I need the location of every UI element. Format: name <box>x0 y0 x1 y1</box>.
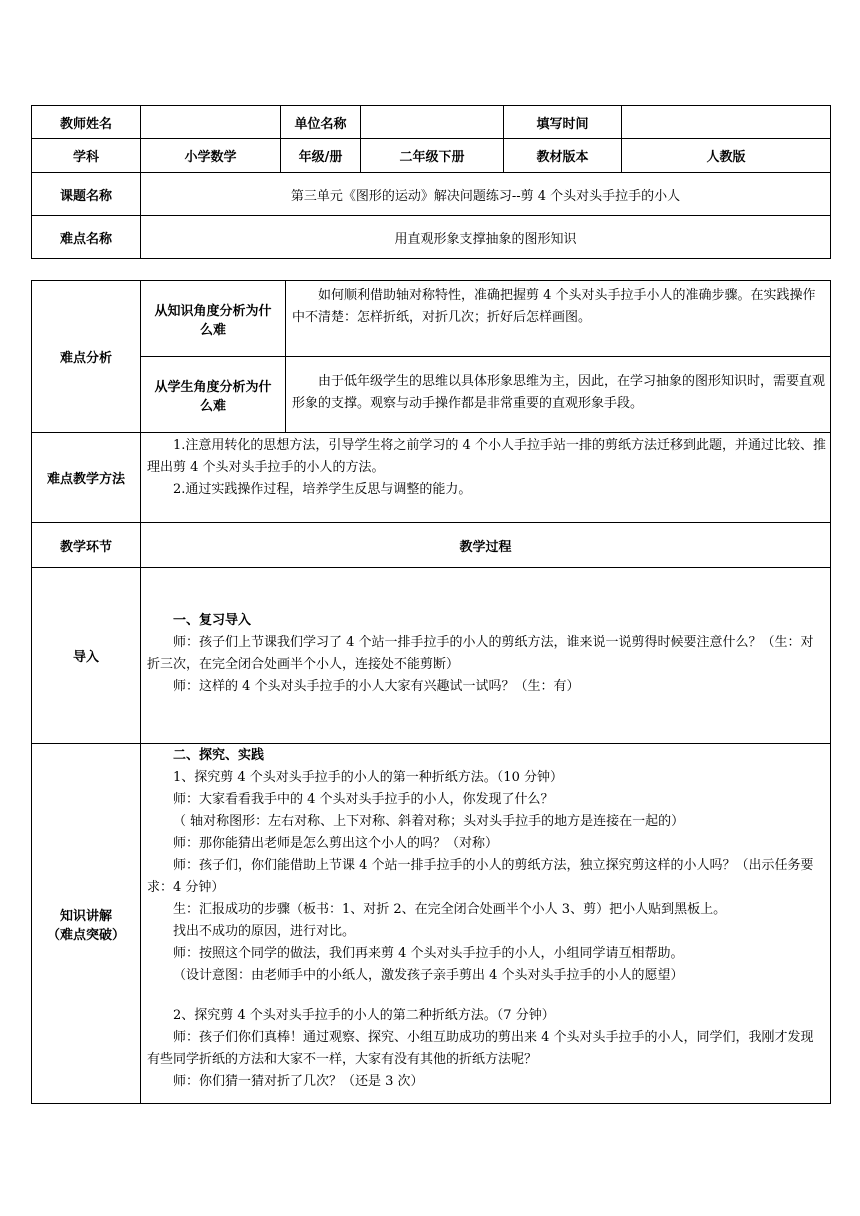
fill-time-label: 填写时间 <box>504 106 622 139</box>
knowledge-angle-text: 如何顺利借助轴对称特性，准确把握剪 4 个头对头手拉手小人的准确步骤。在实践操作中不清楚：怎样折纸，对折几次；折好后怎样画图。 <box>292 288 816 325</box>
lecture-paragraph-10: 2、探究剪 4 个头对头手拉手的小人的第二种折纸方法。（7 分钟） <box>173 1008 555 1023</box>
teacher-name-value <box>141 106 281 139</box>
lesson-info-table <box>31 105 831 259</box>
lecture-paragraph-5: 师：孩子们，你们能借助上节课 4 个站一排手拉手的小人的剪纸方法，独立探究剪这样的小人吗？（出示任务要求：4 分钟） <box>147 858 814 895</box>
edition-label: 教材版本 <box>504 139 622 173</box>
fill-time-value <box>622 106 831 139</box>
lecture-paragraph-4: 师：那你能猜出老师是怎么剪出这个小人的吗？（对称） <box>173 836 499 851</box>
lecture-paragraph-9: （设计意图：由老师手中的小纸人，激发孩子亲手剪出 4 个头对头手拉手的小人的愿望） <box>173 968 684 983</box>
grade-label: 年级/册 <box>281 139 361 173</box>
lecture-label <box>32 744 141 1104</box>
lecture-paragraph-2: 师：大家看看我手中的 4 个头对头手拉手的小人，你发现了什么？ <box>173 792 554 807</box>
stage-header: 教学环节 <box>32 523 141 568</box>
lecture-paragraph-3: （ 轴对称图形：左右对称、上下对称、斜着对称；头对头手拉手的地方是连接在一起的） <box>173 814 685 829</box>
intro-paragraph-1: 师：孩子们上节课我们学习了 4 个站一排手拉手的小人的剪纸方法，谁来说一说剪得时候要注意什么？（生：对折三次，在完全闭合处画半个小人，连接处不能剪断） <box>147 635 814 672</box>
difficulty-value: 用直观形象支撑抽象的图形知识 <box>141 216 831 259</box>
teacher-name-label: 教师姓名 <box>32 106 141 139</box>
lecture-paragraph-8: 师：按照这个同学的做法，我们再来剪 4 个头对头手拉手的小人，小组同学请互相帮助。 <box>173 946 684 961</box>
intro-title: 一、复习导入 <box>173 613 252 628</box>
subject-value: 小学数学 <box>141 139 281 173</box>
lecture-label-line-2: （难点突破） <box>46 927 125 943</box>
analysis-label: 难点分析 <box>32 281 141 433</box>
intro-paragraph-2: 师：这样的 4 个头对头手拉手的小人大家有兴趣试一试吗？（生：有） <box>173 679 580 694</box>
student-angle-label: 从学生角度分析为什么难 <box>141 357 286 433</box>
method-label: 难点教学方法 <box>32 433 141 523</box>
unit-value <box>361 106 504 139</box>
unit-label: 单位名称 <box>281 106 361 139</box>
lecture-paragraph-1: 1、探究剪 4 个头对头手拉手的小人的第一种折纸方法。（10 分钟） <box>173 770 563 785</box>
lecture-title: 二、探究、实践 <box>173 748 265 763</box>
lecture-paragraph-11: 师：孩子们你们真棒！通过观察、探究、小组互助成功的剪出来 4 个头对头手拉手的小人，同学们，我刚才发现有些同学折纸的方法和大家不一样，大家有没有其他的折纸方法呢？ <box>147 1030 814 1067</box>
topic-label: 课题名称 <box>32 173 141 216</box>
grade-value: 二年级下册 <box>361 139 504 173</box>
process-header: 教学过程 <box>141 523 831 568</box>
lecture-paragraph-7: 找出不成功的原因，进行对比。 <box>173 924 356 939</box>
intro-label: 导入 <box>32 568 141 744</box>
lesson-process-table <box>31 280 831 1104</box>
method-line-2: 2.通过实践操作过程，培养学生反思与调整的能力。 <box>173 482 472 497</box>
method-line-1: 1.注意用转化的思想方法，引导学生将之前学习的 4 个小人手拉手站一排的剪纸方法迁移到此题，并通过比较、推理出剪 4 个头对头手拉手的小人的方法。 <box>147 438 826 475</box>
lecture-label-line-1: 知识讲解 <box>59 908 112 924</box>
edition-value: 人教版 <box>622 139 831 173</box>
topic-value: 第三单元《图形的运动》解决问题练习--剪 4 个头对头手拉手的小人 <box>141 173 831 216</box>
lecture-paragraph-6: 生：汇报成功的步骤（板书：1、对折 2、在完全闭合处画半个小人 3、剪）把小人贴到黑板上。 <box>173 902 727 917</box>
knowledge-angle-label: 从知识角度分析为什么难 <box>141 281 286 357</box>
student-angle-text: 由于低年级学生的思维以具体形象思维为主，因此，在学习抽象的图形知识时，需要直观形象的支撑。观察与动手操作都是非常重要的直观形象手段。 <box>292 374 826 411</box>
difficulty-label: 难点名称 <box>32 216 141 259</box>
lecture-paragraph-12: 师：你们猜一猜对折了几次？（还是 3 次） <box>173 1074 424 1089</box>
subject-label: 学科 <box>32 139 141 173</box>
